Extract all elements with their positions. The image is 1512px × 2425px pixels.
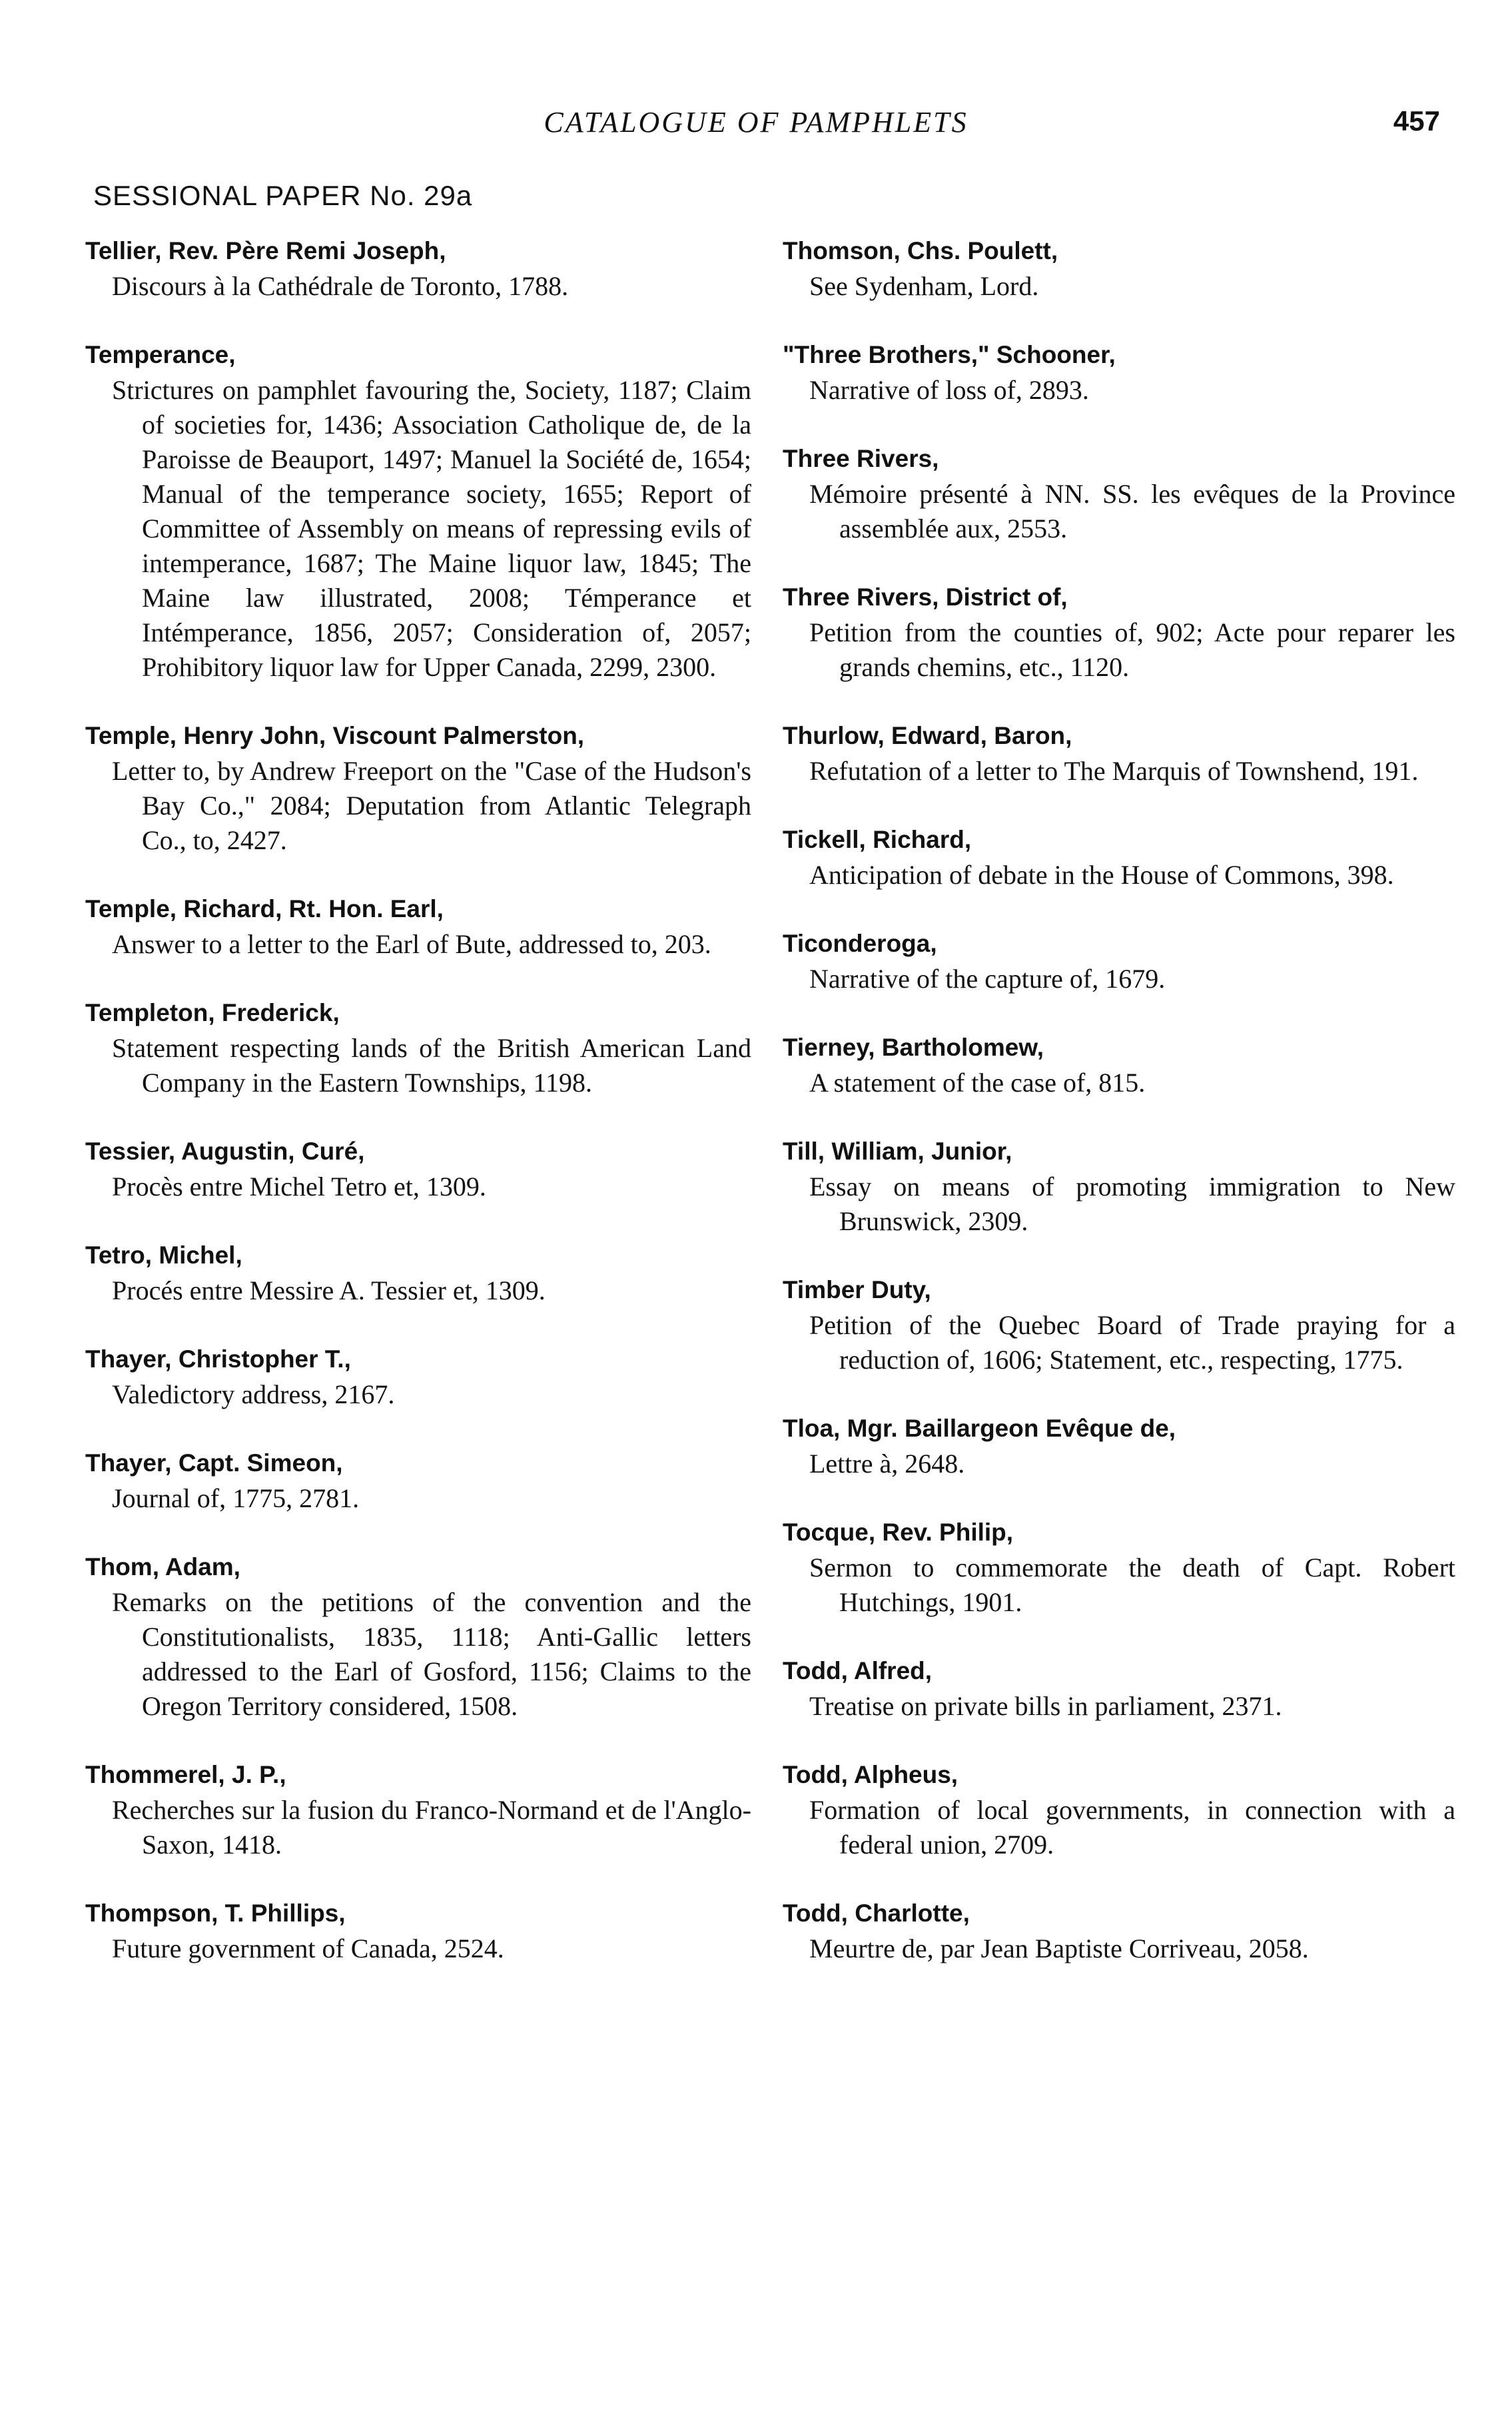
entry-heading: Templeton, Frederick, xyxy=(85,999,340,1026)
left-column xyxy=(85,233,751,1999)
entry-text: Formation of local governments, in connection with a federal union, 2709. xyxy=(809,1795,1455,1860)
catalogue-entry xyxy=(85,1237,751,1308)
entry-heading: Thom, Adam, xyxy=(85,1553,240,1580)
catalogue-entry xyxy=(85,1134,751,1204)
sessional-paper-label: SESSIONAL PAPER No. 29a xyxy=(93,180,473,211)
catalogue-entry xyxy=(783,1411,1455,1481)
catalogue-entry xyxy=(85,1549,751,1724)
catalogue-entry xyxy=(783,441,1455,546)
catalogue-entry xyxy=(783,233,1455,304)
catalogue-entry xyxy=(783,822,1455,892)
entry-heading: Todd, Charlotte, xyxy=(783,1900,970,1927)
catalogue-entry xyxy=(85,1445,751,1516)
entry-heading: Thompson, T. Phillips, xyxy=(85,1900,346,1927)
catalogue-entry xyxy=(85,1341,751,1412)
catalogue-entry xyxy=(85,995,751,1100)
entry-heading: Tetro, Michel, xyxy=(85,1241,242,1269)
catalogue-entry xyxy=(85,1896,751,1966)
entry-heading: Thayer, Christopher T., xyxy=(85,1345,351,1373)
entry-heading: Tickell, Richard, xyxy=(783,826,972,853)
entry-text: Strictures on pamphlet favouring the, Society, 1187; Claim of societies for, 1436; Association Catholique de, de la Paroisse de Beauport, 1497; Manuel la Société de, 1654; Manual of the temperance society, 1655; Report of Committee of Assembly on means of repressing evils of intemperance, 1687; The Maine liquor law, 1845; The Maine law illustrated, 2008; Témperance et Intémperance, 1856, 2057; Consideration of, 2057; Prohibitory liquor law for Upper Canada, 2299, 2300. xyxy=(112,375,751,682)
running-title: CATALOGUE OF PAMPHLETS xyxy=(544,106,968,139)
catalogue-entry xyxy=(85,233,751,304)
entry-text: Discours à la Cathédrale de Toronto, 1788. xyxy=(112,271,569,301)
entry-heading: Three Rivers, xyxy=(783,445,939,472)
entry-heading: Thurlow, Edward, Baron, xyxy=(783,722,1072,749)
entry-text: Statement respecting lands of the British American Land Company in the Eastern Townships, 1198. xyxy=(112,1033,751,1098)
catalogue-entry xyxy=(783,1272,1455,1377)
catalogue-entry xyxy=(783,579,1455,685)
catalogue-entry xyxy=(85,718,751,858)
catalogue-entry xyxy=(783,337,1455,408)
page-number: 457 xyxy=(1393,105,1440,137)
catalogue-entry xyxy=(783,1515,1455,1620)
catalogue-entry xyxy=(783,1653,1455,1724)
entry-text: Procés entre Messire A. Tessier et, 1309. xyxy=(112,1275,546,1305)
entry-heading: Thayer, Capt. Simeon, xyxy=(85,1449,343,1477)
entry-text: Petition of the Quebec Board of Trade praying for a reduction of, 1606; Statement, etc., respecting, 1775. xyxy=(809,1310,1455,1375)
entry-text: Petition from the counties of, 902; Acte pour reparer les grands chemins, etc., 1120. xyxy=(809,617,1455,682)
catalogue-entry xyxy=(783,1757,1455,1862)
catalogue-entry xyxy=(783,1030,1455,1100)
entry-text: Remarks on the petitions of the convention and the Constitutionalists, 1835, 1118; Anti-Gallic letters addressed to the Earl of Gosford, 1156; Claims to the Oregon Territory considered, 1508. xyxy=(112,1587,751,1721)
entry-text: Procès entre Michel Tetro et, 1309. xyxy=(112,1172,486,1202)
entry-heading: Temperance, xyxy=(85,341,236,368)
entry-text: Future government of Canada, 2524. xyxy=(112,1933,504,1963)
entry-heading: Temple, Richard, Rt. Hon. Earl, xyxy=(85,895,444,922)
right-column xyxy=(783,233,1455,1999)
entry-heading: Tocque, Rev. Philip, xyxy=(783,1519,1014,1546)
entry-heading: "Three Brothers," Schooner, xyxy=(783,341,1116,368)
entry-text: Treatise on private bills in parliament, 2371. xyxy=(809,1691,1282,1721)
entry-heading: Thomson, Chs. Poulett, xyxy=(783,237,1058,264)
entry-text: See Sydenham, Lord. xyxy=(809,271,1039,301)
entry-text: Mémoire présenté à NN. SS. les evêques de la Province assemblée aux, 2553. xyxy=(809,479,1455,543)
catalogue-entry xyxy=(783,1134,1455,1239)
entry-heading: Tessier, Augustin, Curé, xyxy=(85,1138,365,1165)
entry-heading: Todd, Alpheus, xyxy=(783,1761,958,1788)
entry-heading: Three Rivers, District of, xyxy=(783,583,1068,611)
catalogue-entry xyxy=(783,718,1455,789)
entry-text: Narrative of loss of, 2893. xyxy=(809,375,1089,405)
entry-heading: Todd, Alfred, xyxy=(783,1657,933,1684)
entry-text: A statement of the case of, 815. xyxy=(809,1068,1146,1098)
catalogue-entry xyxy=(85,891,751,962)
entry-text: Refutation of a letter to The Marquis of Townshend, 191. xyxy=(809,756,1419,786)
catalogue-entry xyxy=(783,1896,1455,1966)
entry-text: Lettre à, 2648. xyxy=(809,1449,965,1479)
entry-text: Anticipation of debate in the House of Commons, 398. xyxy=(809,860,1394,890)
entry-heading: Tellier, Rev. Père Remi Joseph, xyxy=(85,237,446,264)
entry-text: Essay on means of promoting immigration to New Brunswick, 2309. xyxy=(809,1172,1455,1236)
entry-heading: Tloa, Mgr. Baillargeon Evêque de, xyxy=(783,1415,1176,1442)
entry-text: Meurtre de, par Jean Baptiste Corriveau, 2058. xyxy=(809,1933,1309,1963)
catalogue-entry xyxy=(783,926,1455,996)
entry-text: Valedictory address, 2167. xyxy=(112,1379,395,1409)
entry-text: Recherches sur la fusion du Franco-Normand et de l'Anglo-Saxon, 1418. xyxy=(112,1795,751,1860)
entry-text: Sermon to commemorate the death of Capt. Robert Hutchings, 1901. xyxy=(809,1553,1455,1617)
catalogue-entry xyxy=(85,1757,751,1862)
entry-heading: Tierney, Bartholomew, xyxy=(783,1034,1044,1061)
entry-heading: Ticonderoga, xyxy=(783,930,937,957)
entry-heading: Till, William, Junior, xyxy=(783,1138,1012,1165)
catalogue-entry xyxy=(85,337,751,685)
entry-heading: Timber Duty, xyxy=(783,1276,931,1303)
entry-text: Journal of, 1775, 2781. xyxy=(112,1483,360,1513)
entry-heading: Temple, Henry John, Viscount Palmerston, xyxy=(85,722,585,749)
entry-heading: Thommerel, J. P., xyxy=(85,1761,286,1788)
entry-text: Answer to a letter to the Earl of Bute, addressed to, 203. xyxy=(112,929,711,959)
entry-text: Letter to, by Andrew Freeport on the "Case of the Hudson's Bay Co.," 2084; Deputation from Atlantic Telegraph Co., to, 2427. xyxy=(112,756,751,855)
entry-text: Narrative of the capture of, 1679. xyxy=(809,964,1166,994)
